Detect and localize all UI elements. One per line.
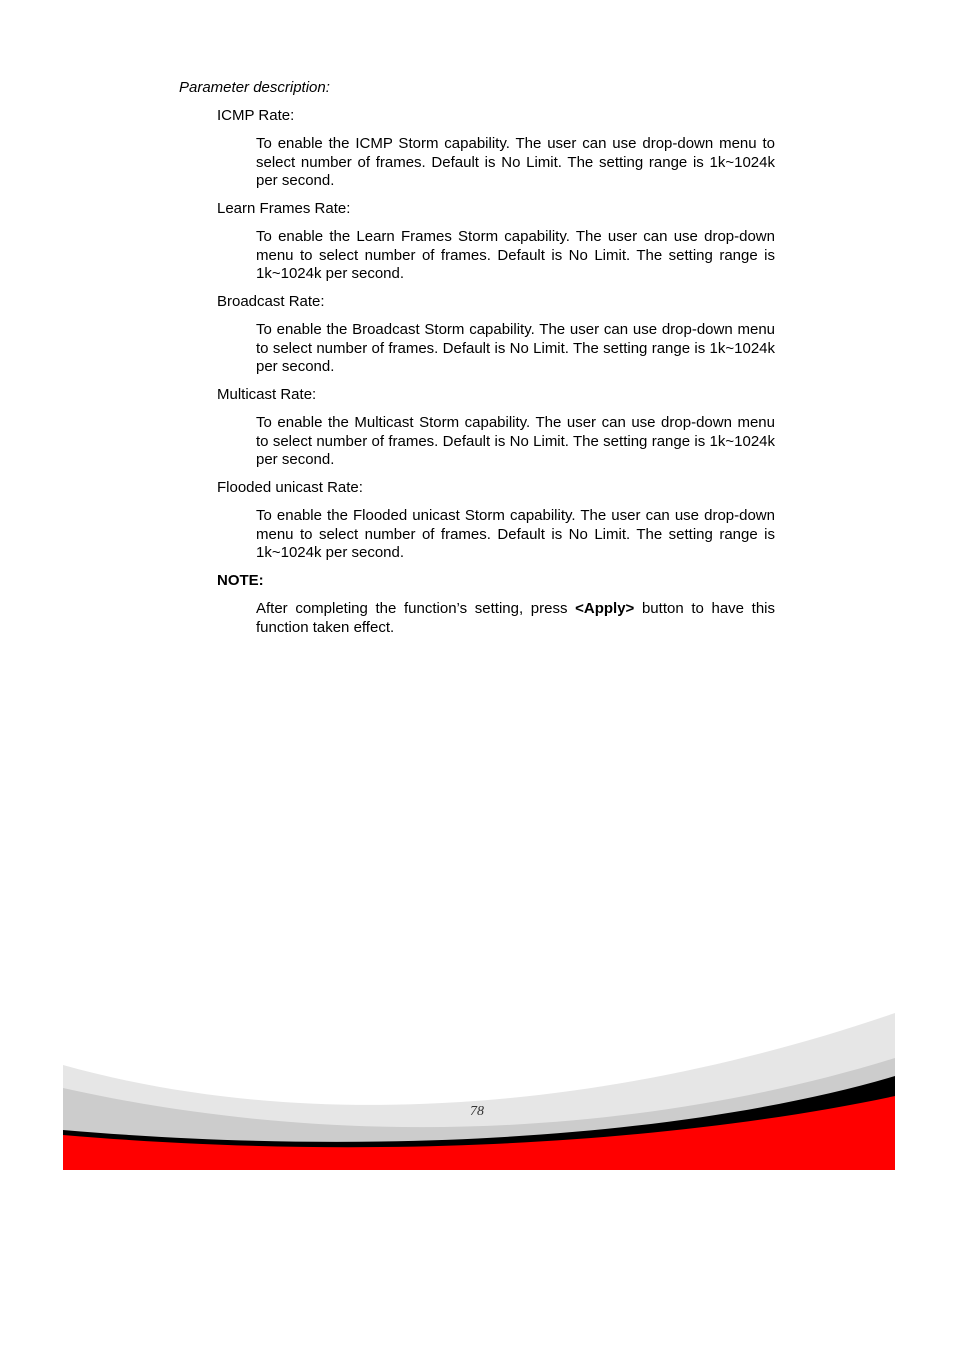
note-text-after: button to have this function taken effect.	[256, 600, 775, 636]
param-term-flooded-unicast-rate: Flooded unicast Rate:	[217, 479, 363, 496]
param-desc-icmp-rate: To enable the ICMP Storm capability. The user can use drop-down menu to select number of frames. Default is No Limit. The setting range is 1k~1024k per second.	[256, 135, 775, 190]
param-desc-flooded-unicast-rate: To enable the Flooded unicast Storm capability. The user can use drop-down menu to select number of frames. Default is No Limit. The setting range is 1k~1024k per second.	[256, 507, 775, 562]
param-term-icmp-rate: ICMP Rate:	[217, 107, 295, 124]
param-desc-multicast-rate: To enable the Multicast Storm capability. The user can use drop-down menu to select number of frames. Default is No Limit. The setting range is 1k~1024k per second.	[256, 414, 775, 469]
param-term-multicast-rate: Multicast Rate:	[217, 386, 317, 403]
note-text-before: After completing the function’s setting, press	[256, 600, 576, 617]
param-desc-learn-frames-rate: To enable the Learn Frames Storm capability. The user can use drop-down menu to select number of frames. Default is No Limit. The setting range is 1k~1024k per second.	[256, 228, 775, 283]
apply-button-label: <Apply>	[575, 600, 635, 617]
param-term-learn-frames-rate: Learn Frames Rate:	[217, 200, 351, 217]
param-term-broadcast-rate: Broadcast Rate:	[217, 293, 325, 310]
page-number: 78	[470, 1104, 484, 1119]
note-title: NOTE:	[217, 572, 264, 589]
footer-swoosh-graphic	[63, 1010, 895, 1170]
parameter-description-heading: Parameter description:	[179, 79, 330, 96]
param-desc-broadcast-rate: To enable the Broadcast Storm capability. The user can use drop-down menu to select number of frames. Default is No Limit. The setting range is 1k~1024k per second.	[256, 321, 775, 376]
note-text	[256, 600, 775, 637]
